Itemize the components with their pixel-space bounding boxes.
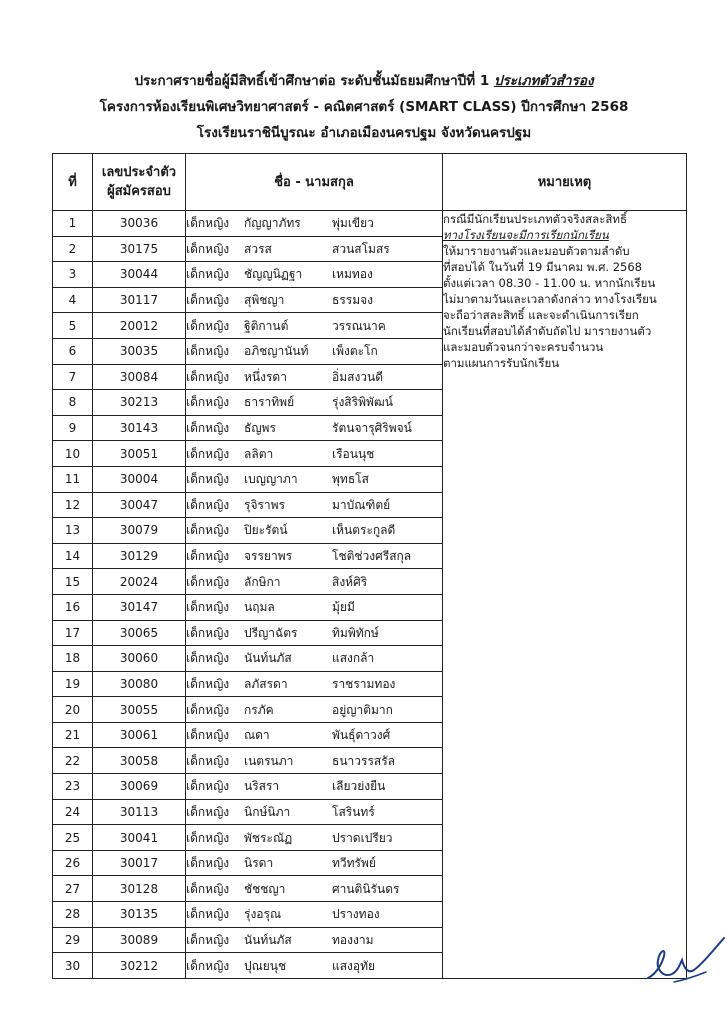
applicant-id: 30117	[93, 287, 186, 313]
last-name: พุทธโส	[332, 472, 369, 487]
first-name: ชัญญนิฏฐา	[244, 267, 303, 282]
remark-line: กรณีมีนักเรียนประเภทตัวจริงสละสิทธิ์	[443, 212, 627, 226]
row-number: 27	[53, 876, 93, 902]
row-number: 7	[53, 364, 93, 390]
first-name: ปิยะรัตน์	[244, 523, 288, 538]
remark-line: ไม่มาตามวันและเวลาดังกล่าว ทางโรงเรียน	[443, 292, 657, 306]
remark-line: และมอบตัวจนกว่าจะครบจำนวน	[443, 340, 604, 354]
student-name	[186, 825, 443, 851]
student-name	[186, 594, 443, 620]
name-prefix: เด็กหญิง	[186, 574, 230, 589]
applicant-id: 30055	[93, 697, 186, 723]
name-prefix: เด็กหญิง	[186, 549, 230, 564]
name-prefix: เด็กหญิง	[186, 907, 230, 922]
applicant-id: 30128	[93, 876, 186, 902]
header-title: ประกาศรายชื่อผู้มีสิทธิ์เข้าศึกษาต่อ ระดับชั้นมัธยมศึกษาปีที่ 1	[134, 73, 490, 89]
row-number: 24	[53, 799, 93, 825]
applicant-id: 30065	[93, 620, 186, 646]
name-prefix: เด็กหญิง	[186, 728, 230, 743]
name-prefix: เด็กหญิง	[186, 446, 230, 461]
row-number: 21	[53, 722, 93, 748]
remark-line: ทางโรงเรียนจะมีการเรียกนักเรียน	[443, 228, 609, 242]
row-number: 1	[53, 211, 93, 237]
applicant-id: 30147	[93, 594, 186, 620]
last-name: แสงอุทัย	[332, 958, 376, 973]
last-name: สวนสโมสร	[332, 241, 390, 256]
header-remark: หมายเหตุ	[443, 154, 687, 211]
name-prefix: เด็กหญิง	[186, 779, 230, 794]
remark-cell	[443, 211, 687, 979]
signature-icon	[644, 934, 728, 990]
first-name: ธัญพร	[244, 421, 276, 436]
last-name: ราชรามทอง	[332, 676, 396, 691]
first-name: ปุณยนุช	[244, 958, 287, 973]
first-name: ลลิตา	[244, 446, 274, 461]
remark-line: ตั้งแต่เวลา 08.30 - 11.00 น. หากนักเรียน	[443, 276, 656, 290]
last-name: ปราดเปรียว	[332, 830, 393, 845]
applicant-id: 30041	[93, 825, 186, 851]
name-prefix: เด็กหญิง	[186, 395, 230, 410]
name-prefix: เด็กหญิง	[186, 497, 230, 512]
row-number: 14	[53, 543, 93, 569]
row-number: 4	[53, 287, 93, 313]
last-name: ศานตินิรันดร	[332, 881, 400, 896]
header-school: โรงเรียนราชินีบูรณะ อำเภอเมืองนครปฐม จังหวัดนครปฐม	[196, 125, 532, 141]
applicant-id: 30080	[93, 671, 186, 697]
name-prefix: เด็กหญิง	[186, 293, 230, 308]
row-number: 18	[53, 646, 93, 672]
name-prefix: เด็กหญิง	[186, 421, 230, 436]
row-number: 15	[53, 569, 93, 595]
last-name: เหมทอง	[332, 267, 373, 282]
student-name	[186, 211, 443, 237]
student-name	[186, 799, 443, 825]
first-name: รุจิราพร	[244, 497, 286, 512]
student-name	[186, 543, 443, 569]
document-header	[0, 68, 728, 146]
first-name: เบญญาภา	[244, 472, 298, 487]
last-name: โชติช่วงศรีสกุล	[332, 549, 412, 564]
name-prefix: เด็กหญิง	[186, 472, 230, 487]
name-prefix: เด็กหญิง	[186, 523, 230, 538]
student-name	[186, 364, 443, 390]
student-name	[186, 262, 443, 288]
row-number: 13	[53, 518, 93, 544]
last-name: ทองงาม	[332, 932, 374, 947]
last-name: โสรินทร์	[332, 804, 375, 819]
last-name: ทวีทรัพย์	[332, 856, 376, 871]
row-number: 29	[53, 927, 93, 953]
last-name: ปรางทอง	[332, 907, 380, 922]
applicant-id: 30044	[93, 262, 186, 288]
header-applicant-id-line1: เลขประจำตัว	[101, 165, 177, 180]
row-number: 28	[53, 902, 93, 928]
last-name: เห็นตระกูลดี	[332, 523, 396, 538]
table-row	[53, 211, 687, 237]
first-name: เนตรนภา	[244, 753, 294, 768]
row-number: 30	[53, 953, 93, 979]
student-name	[186, 518, 443, 544]
applicant-id: 30051	[93, 441, 186, 467]
first-name: นิรดา	[244, 856, 274, 871]
student-name	[186, 722, 443, 748]
row-number: 3	[53, 262, 93, 288]
first-name: นฤมล	[244, 600, 275, 615]
remark-line: ตามแผนการรับนักเรียน	[443, 356, 560, 370]
applicant-id: 20024	[93, 569, 186, 595]
student-name	[186, 876, 443, 902]
last-name: เลียวย่งยืน	[332, 779, 386, 794]
first-name: จรรยาพร	[244, 549, 293, 564]
remark-line: ที่สอบได้ ในวันที่ 19 มีนาคม พ.ศ. 2568	[443, 260, 642, 274]
first-name: พัชระณัฏ	[244, 830, 293, 845]
student-name	[186, 620, 443, 646]
student-name	[186, 671, 443, 697]
row-number: 6	[53, 338, 93, 364]
row-number: 19	[53, 671, 93, 697]
row-number: 17	[53, 620, 93, 646]
student-name	[186, 338, 443, 364]
name-prefix: เด็กหญิง	[186, 267, 230, 282]
name-prefix: เด็กหญิง	[186, 369, 230, 384]
student-name	[186, 953, 443, 979]
header-full-name: ชื่อ - นามสกุล	[186, 154, 443, 211]
first-name: สวรส	[244, 241, 272, 256]
first-name: อภิชญานันท์	[244, 344, 309, 359]
first-name: นริสรา	[244, 779, 280, 794]
header-applicant-id	[93, 154, 186, 211]
first-name: รุ่งอรุณ	[244, 907, 282, 922]
row-number: 26	[53, 850, 93, 876]
student-name	[186, 569, 443, 595]
first-name: หนึ่งรดา	[244, 369, 287, 384]
last-name: ธนาวรรสรัล	[332, 753, 396, 768]
first-name: ชัชชญา	[244, 881, 286, 896]
remark-line: จะถือว่าสละสิทธิ์ และจะดำเนินการเรียก	[443, 308, 639, 322]
name-prefix: เด็กหญิง	[186, 318, 230, 333]
student-name	[186, 492, 443, 518]
name-prefix: เด็กหญิง	[186, 932, 230, 947]
row-number: 2	[53, 236, 93, 262]
first-name: ณดา	[244, 728, 270, 743]
applicant-id: 30079	[93, 518, 186, 544]
name-prefix: เด็กหญิง	[186, 804, 230, 819]
applicant-id: 30017	[93, 850, 186, 876]
first-name: ลภัสรดา	[244, 676, 288, 691]
student-name	[186, 236, 443, 262]
last-name: ธรรมจง	[332, 293, 374, 308]
student-name	[186, 441, 443, 467]
row-number: 5	[53, 313, 93, 339]
last-name: วรรณนาค	[332, 318, 386, 333]
last-name: เพ็งตะโก	[332, 344, 378, 359]
name-prefix: เด็กหญิง	[186, 702, 230, 717]
applicant-id: 30135	[93, 902, 186, 928]
applicant-id: 30060	[93, 646, 186, 672]
applicant-id: 30213	[93, 390, 186, 416]
first-name: ลักษิกา	[244, 574, 281, 589]
student-name	[186, 646, 443, 672]
row-number: 20	[53, 697, 93, 723]
remark-line: ให้มารายงานตัวและมอบตัวตามลำดับ	[443, 244, 630, 258]
header-line-1	[0, 68, 728, 94]
student-name	[186, 850, 443, 876]
name-prefix: เด็กหญิง	[186, 856, 230, 871]
row-number: 8	[53, 390, 93, 416]
row-number: 12	[53, 492, 93, 518]
first-name: ธาราทิพย์	[244, 395, 295, 410]
student-roster-table	[52, 153, 687, 979]
name-prefix: เด็กหญิง	[186, 600, 230, 615]
first-name: นันท์นภัส	[244, 651, 292, 666]
name-prefix: เด็กหญิง	[186, 830, 230, 845]
applicant-id: 30113	[93, 799, 186, 825]
row-number: 11	[53, 466, 93, 492]
header-category: ประเภทตัวสำรอง	[493, 73, 594, 89]
row-number: 9	[53, 415, 93, 441]
applicant-id: 30175	[93, 236, 186, 262]
first-name: นันท์นภัส	[244, 932, 292, 947]
first-name: นิกษ์นิภา	[244, 804, 291, 819]
first-name: กัญญาภัทร	[244, 216, 301, 231]
applicant-id: 30004	[93, 466, 186, 492]
student-name	[186, 415, 443, 441]
row-number: 10	[53, 441, 93, 467]
header-applicant-id-line2: ผู้สมัครสอบ	[107, 184, 171, 199]
applicant-id: 20012	[93, 313, 186, 339]
name-prefix: เด็กหญิง	[186, 881, 230, 896]
name-prefix: เด็กหญิง	[186, 241, 230, 256]
table-body	[53, 211, 687, 979]
row-number: 25	[53, 825, 93, 851]
first-name: ปรีญาฉัตร	[244, 625, 298, 640]
student-name	[186, 390, 443, 416]
applicant-id: 30212	[93, 953, 186, 979]
last-name: มาบัณฑิตย์	[332, 497, 391, 512]
applicant-id: 30069	[93, 774, 186, 800]
applicant-id: 30143	[93, 415, 186, 441]
first-name: สุพิชญา	[244, 293, 285, 308]
last-name: อยู่ญาติมาก	[332, 702, 393, 717]
first-name: กรภัค	[244, 702, 274, 717]
first-name: ฐิติกานต์	[244, 318, 289, 333]
remark-line: นักเรียนที่สอบได้ลำดับถัดไป มารายงานตัว	[443, 324, 652, 338]
student-name	[186, 466, 443, 492]
student-name	[186, 902, 443, 928]
table-header	[53, 154, 687, 211]
name-prefix: เด็กหญิง	[186, 676, 230, 691]
applicant-id: 30129	[93, 543, 186, 569]
last-name: รุ่งสิริพิพัฒน์	[332, 395, 393, 410]
header-no: ที่	[53, 154, 93, 211]
applicant-id: 30036	[93, 211, 186, 237]
applicant-id: 30047	[93, 492, 186, 518]
last-name: สิงห์ศิริ	[332, 574, 368, 589]
name-prefix: เด็กหญิง	[186, 753, 230, 768]
last-name: มุ้ยมี	[332, 600, 355, 615]
applicant-id: 30035	[93, 338, 186, 364]
student-name	[186, 927, 443, 953]
last-name: แสงกล้า	[332, 651, 375, 666]
applicant-id: 30089	[93, 927, 186, 953]
name-prefix: เด็กหญิง	[186, 625, 230, 640]
row-number: 16	[53, 594, 93, 620]
applicant-id: 30084	[93, 364, 186, 390]
student-name	[186, 287, 443, 313]
applicant-id: 30058	[93, 748, 186, 774]
name-prefix: เด็กหญิง	[186, 651, 230, 666]
row-number: 23	[53, 774, 93, 800]
last-name: พันธุ์ดาวงศ์	[332, 728, 391, 743]
last-name: รัตนจารุศิริพจน์	[332, 421, 412, 436]
last-name: เรือนนุช	[332, 446, 375, 461]
student-name	[186, 697, 443, 723]
student-name	[186, 313, 443, 339]
last-name: พุ่มเขียว	[332, 216, 374, 231]
row-number: 22	[53, 748, 93, 774]
last-name: ทิมพิทักษ์	[332, 625, 379, 640]
name-prefix: เด็กหญิง	[186, 958, 230, 973]
student-name	[186, 774, 443, 800]
header-program: โครงการห้องเรียนพิเศษวิทยาศาสตร์ - คณิตศาสตร์ (SMART CLASS) ปีการศึกษา 2568	[99, 99, 629, 115]
applicant-id: 30061	[93, 722, 186, 748]
student-name	[186, 748, 443, 774]
last-name: อิ่มสงวนดี	[332, 369, 384, 384]
name-prefix: เด็กหญิง	[186, 344, 230, 359]
name-prefix: เด็กหญิง	[186, 216, 230, 231]
